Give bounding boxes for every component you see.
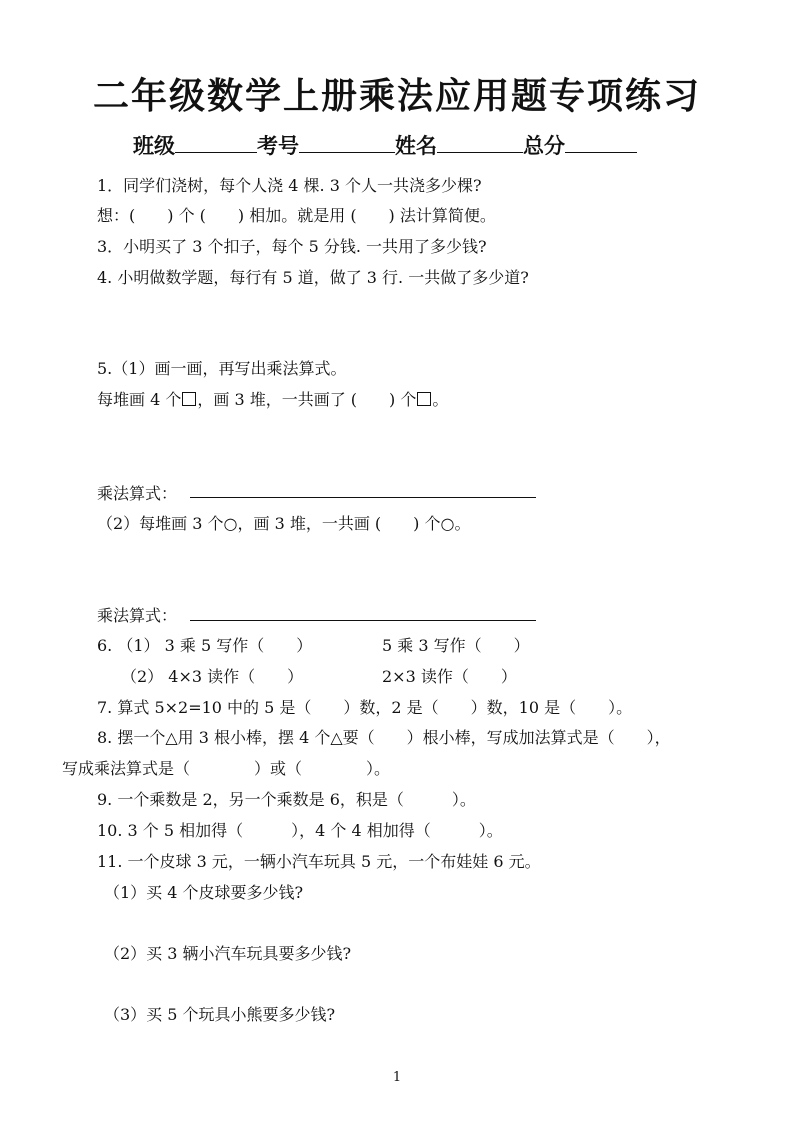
name-label: 姓名 [395,134,437,158]
question-11: 11. 一个皮球 3 元，一辆小汽车玩具 5 元，一个布娃娃 6 元。 [97,852,541,871]
q5-1-text-start: 每堆画 4 个 [97,390,182,409]
score-label: 总分 [523,134,565,158]
page-number: 1 [392,1070,402,1085]
answer-line-1[interactable] [190,497,536,498]
page-title: 二年级数学上册乘法应用题专项练习 [92,76,701,117]
header-info-line [133,130,637,160]
question-1-think: 想：( ) 个 ( ) 相加。就是用 ( ) 法计算简便。 [97,206,496,225]
multiplication-label-2: 乘法算式： [97,606,178,625]
question-5-title: 5.（1）画一画，再写出乘法算式。 [97,359,347,378]
question-3: 3．小明买了 3 个扣子，每个 5 分钱. 一共用了多少钱? [97,237,487,256]
question-6-2a: （2） 4×3 读作（ ） [121,667,304,686]
exam-no-label: 考号 [257,134,299,158]
question-5-part-2: （2）每堆画 3 个○，画 3 堆，一共画 ( ) 个○。 [97,514,471,533]
answer-line-2[interactable] [190,620,536,621]
q5-1-text-end: 。 [432,390,449,409]
class-label: 班级 [133,134,175,158]
question-8-line-1: 8. 摆一个△用 3 根小棒，摆 4 个△要（ ）根小棒，写成加法算式是（ ）， [97,728,671,747]
square-icon [182,392,196,406]
square-icon [417,392,431,406]
exam-no-blank[interactable] [299,130,395,153]
q5-1-text-middle: ，画 3 堆，一共画了 ( ) 个 [197,390,417,409]
question-6-1b: 5 乘 3 写作（ ） [382,636,530,655]
question-11-part-1: （1）买 4 个皮球要多少钱? [104,883,304,902]
question-11-part-3: （3）买 5 个玩具小熊要多少钱? [104,1005,336,1024]
question-8-line-2: 写成乘法算式是（ ）或（ ）。 [62,759,391,778]
question-4: 4. 小明做数学题，每行有 5 道，做了 3 行. 一共做了多少道? [97,268,529,287]
score-blank[interactable] [565,130,637,153]
multiplication-label-1: 乘法算式： [97,484,178,503]
question-11-part-2: （2）买 3 辆小汽车玩具要多少钱? [104,944,352,963]
question-7: 7. 算式 5×2=10 中的 5 是（ ）数，2 是（ ）数，10 是（ ）。 [97,698,633,717]
question-10: 10. 3 个 5 相加得（ ），4 个 4 相加得（ ）。 [97,821,503,840]
question-6-2b: 2×3 读作（ ） [382,667,517,686]
question-1: 1．同学们浇树，每个人浇 4 棵. 3 个人一共浇多少棵? [97,176,482,195]
name-blank[interactable] [437,130,523,153]
question-6-1a: 6. （1） 3 乘 5 写作（ ） [97,636,313,655]
class-blank[interactable] [175,130,257,153]
question-5-part-1 [97,387,448,410]
question-9: 9. 一个乘数是 2，另一个乘数是 6，积是（ ）。 [97,790,476,809]
